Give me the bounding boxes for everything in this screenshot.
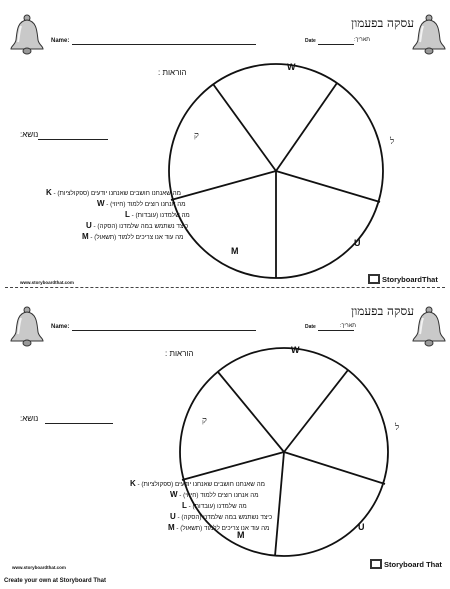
topic-label: נושא:: [20, 130, 39, 139]
segment-w-label: W: [291, 345, 300, 355]
segment-k-label: ק: [202, 416, 207, 426]
page-title: עסקה בפעמון: [351, 304, 414, 318]
logo-icon: [368, 274, 380, 284]
site-url[interactable]: www.storyboardthat.com: [12, 565, 66, 570]
footer-credit[interactable]: Create your own at Storyboard That: [4, 578, 107, 584]
key-item: L - מה שלמדנו (עובדות): [125, 210, 190, 219]
segment-u-label: U: [354, 238, 361, 248]
key-item: K - מה שאנחנו חושבים שאנחנו יודעים (ספקולציות): [46, 188, 181, 197]
instructions-label: הוראות :: [165, 349, 194, 358]
key-item: U - כיצד נשתמש במה שלמדנו (הסקה): [170, 512, 273, 521]
kwlum-wheel: [165, 60, 387, 282]
date-label: Date: [305, 324, 316, 330]
date-field[interactable]: [318, 330, 354, 331]
cut-line: [5, 287, 445, 288]
storyboardthat-logo: Storyboard That: [370, 559, 442, 569]
topic-label: נושא:: [20, 414, 39, 423]
bell-icon: [8, 306, 46, 348]
page-title: עסקה בפעמון: [351, 16, 414, 30]
date-hebrew-label: תאריך:: [340, 323, 356, 329]
key-item: M - מה עוד אנו צריכים ללמוד (תשאול): [82, 232, 184, 241]
key-list: [46, 188, 190, 243]
name-label: Name:: [51, 38, 70, 44]
key-item: K - מה שאנחנו חושבים שאנחנו יודעים (ספקולציות): [130, 479, 265, 488]
logo-icon: [370, 559, 382, 569]
instructions-label: הוראות :: [158, 68, 187, 77]
name-field[interactable]: [72, 44, 256, 45]
segment-m-label: M: [237, 530, 245, 540]
bell-icon: [410, 306, 448, 348]
key-item: M - מה עוד אנו צריכים ללמוד (תשאול): [168, 523, 270, 532]
segment-l-label: ל: [395, 423, 400, 433]
date-hebrew-label: תאריך:: [354, 37, 370, 43]
segment-u-label: U: [358, 522, 365, 532]
key-item: L - מה שלמדנו (עובדות): [182, 501, 247, 510]
key-item: U - כיצד נשתמש במה שלמדנו (הסקה): [86, 221, 189, 230]
worksheet-bottom: [0, 292, 450, 578]
worksheet-top: [0, 0, 450, 286]
name-label: Name:: [51, 324, 70, 330]
key-item: W - מה אנחנו רוצים ללמוד (חיזוי): [97, 199, 186, 208]
segment-k-label: ק: [194, 131, 199, 141]
topic-field[interactable]: [38, 139, 108, 140]
topic-field[interactable]: [45, 423, 113, 424]
bell-icon: [410, 14, 448, 56]
segment-m-label: M: [231, 246, 239, 256]
name-field[interactable]: [72, 330, 256, 331]
key-item: W - מה אנחנו רוצים ללמוד (חיזוי): [170, 490, 259, 499]
date-label: Date: [305, 38, 316, 44]
segment-w-label: W: [287, 62, 296, 72]
site-url[interactable]: www.storyboardthat.com: [20, 280, 74, 285]
storyboardthat-logo: StoryboardThat: [368, 274, 438, 284]
bell-icon: [8, 14, 46, 56]
date-field[interactable]: [318, 44, 354, 45]
key-list: [130, 479, 272, 534]
segment-l-label: ל: [390, 137, 395, 147]
